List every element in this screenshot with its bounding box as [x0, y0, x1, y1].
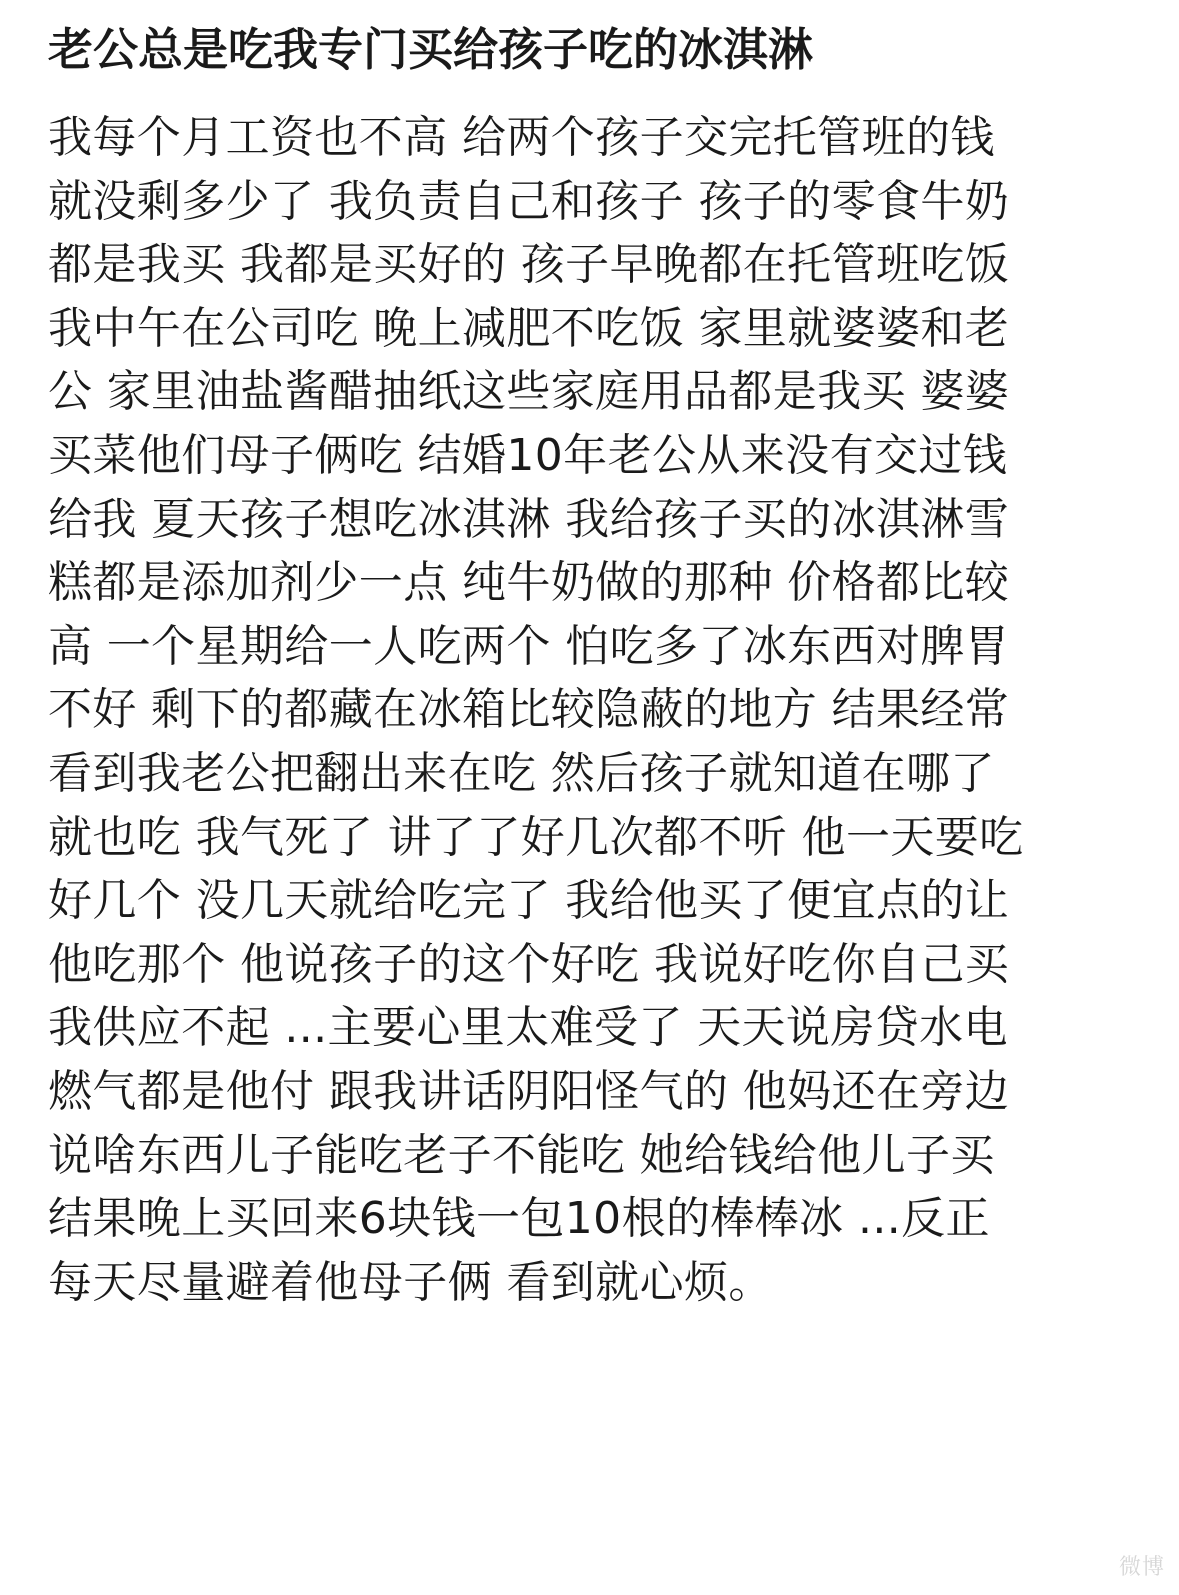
post-line: 看到我老公把翻出来在吃 然后孩子就知道在哪了	[48, 747, 995, 799]
post-line: 我供应不起 ...主要心里太难受了 天天说房贷水电	[48, 1002, 1008, 1054]
post-line: 糕都是添加剂少一点 纯牛奶做的那种 价格都比较	[48, 557, 1010, 609]
post-line: 燃气都是他付 跟我讲话阴阳怪气的 他妈还在旁边	[48, 1065, 1010, 1117]
post-line: 我每个月工资也不高 给两个孩子交完托管班的钱	[48, 112, 995, 163]
post-line: 高 一个星期给一人吃两个 怕吃多了冰东西对脾胃	[48, 620, 1010, 672]
post-line: 每天尽量避着他母子俩 看到就心烦。	[48, 1256, 773, 1308]
post-line: 说啥东西儿子能吃老子不能吃 她给钱给他儿子买	[48, 1129, 995, 1181]
post-line: 我中午在公司吃 晚上减肥不吃饭 家里就婆婆和老	[48, 302, 1010, 354]
watermark: 微博	[1118, 1554, 1165, 1579]
post-line: 买菜他们母子俩吃 结婚10年老公从来没有交过钱	[48, 429, 1008, 481]
post-line: 不好 剩下的都藏在冰箱比较隐蔽的地方 结果经常	[48, 684, 1010, 736]
post-body	[48, 106, 1138, 1314]
post-line: 就也吃 我气死了 讲了了好几次都不听 他一天要吃	[48, 811, 1024, 863]
post-line: 好几个 没几天就给吃完了 我给他买了便宜点的让	[48, 875, 1010, 927]
post-title: 老公总是吃我专门买给孩子吃的冰淇淋	[48, 23, 814, 76]
post-line: 结果晚上买回来6块钱一包10根的棒棒冰 ...反正	[48, 1193, 990, 1245]
post-line: 给我 夏天孩子想吃冰淇淋 我给孩子买的冰淇淋雪	[48, 493, 1010, 545]
post-line: 都是我买 我都是买好的 孩子早晚都在托管班吃饭	[48, 239, 1010, 291]
post-line: 他吃那个 他说孩子的这个好吃 我说好吃你自己买	[48, 938, 1010, 990]
post-line: 就没剩多少了 我负责自己和孩子 孩子的零食牛奶	[48, 175, 1010, 227]
post-line: 公 家里油盐酱醋抽纸这些家庭用品都是我买 婆婆	[48, 366, 1010, 418]
post-container	[48, 0, 1138, 1314]
